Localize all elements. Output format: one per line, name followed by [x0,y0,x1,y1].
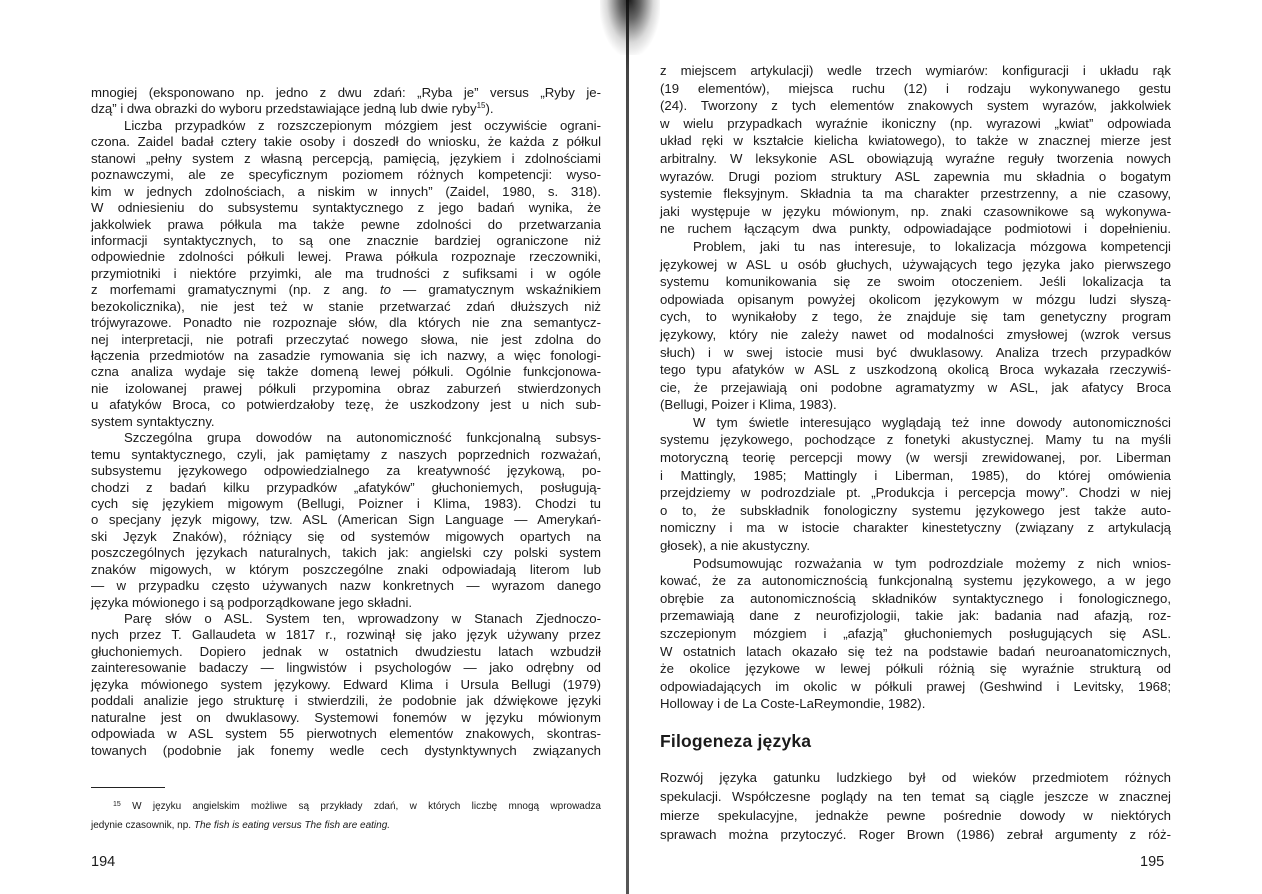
text-line: odpowiadających im okolic w półkuli prawej (Geshwind i Levitsky, 1968; [660,678,1171,694]
section-heading: Filogeneza języka [660,731,812,751]
text-line: cych się językiem migowym (Bellugi, Poizner i Klima, 1983). Chodzi tu [91,495,601,511]
text-line: W tym świetle interesująco wyglądają też inne dowody autonomiczności [693,414,1171,430]
text-line: jakkolwiek prawa półkula ma także pewne zdolności do przetwarzania [91,216,601,232]
text-line: obrębie za autonomicznością składników syntaktycznego i fonologicznego, [660,590,1171,606]
text-line: odpowiada opisanym powyżej okolicom językowym w mózgu ludzi słyszą- [660,291,1171,307]
text-line: stanowi „pełny system z własną percepcją, pamięcią, językiem i zdolnościami [91,150,601,166]
text-line: system syntaktyczny. [91,413,215,429]
text-line: jaki występuje w języku mówionym, np. znaki czasownikowe są wykonywa- [660,203,1171,219]
text-line: Liczba przypadków z rozszczepionym mózgiem jest oczywiście ograni- [124,117,601,133]
text-line: odpowiednie zdolności półkuli lewej. Prawa półkula rozpoznaje rzeczowniki, [91,249,601,265]
text-line: u afatyków Broca, co potwierdzałoby tezę, że uszkodzony jest u nich sub- [91,397,601,413]
text-line: Problem, jaki tu nas interesuje, to lokalizacja mózgowa kompetencji [693,238,1171,254]
text-line: cych, to wynikałoby z tego, że znajduje się tam genetyczny program [660,309,1171,325]
page-number-left: 194 [91,854,116,870]
text-line: nomiczny i ma w istocie charakter kinestetyczny (związany z artykulacją [660,520,1171,536]
footnote-line-1: $^{15}$ W języku angielskim możliwe są przykłady zdań, w których liczbę mnogą wprowadza [113,801,601,812]
text-line: (Bellugi, Poizer i Klima, 1983). [660,397,837,413]
text-line: ski Język Znaków), różniący się od systemów migowych opartych na [91,528,601,544]
text-line: kować, że za autonomicznością funkcjonalną systemu językowego, a w jego [660,573,1171,589]
text-line: kim w jednych zdolnościach, a niskim w innych” (Zaidel, 1980, s. 318). [91,183,601,199]
text-line: mnogiej (eksponowano np. jedno z dwu zdań: „Ryba je” versus „Ryby je- [91,85,601,100]
text-line: subsystemu językowego odpowiedzialnego za kreatywność językową, po- [91,463,601,479]
text-line: znaków migowych, w którym poszczególne znaki odpowiadają literom lub [91,561,601,577]
text-line: — w przypadku często używanych nazw konkretnych — wyrazom danego [91,578,601,594]
text-line: odpowiada w ASL system 55 pierwotnych elementów znakowych, skontras- [91,726,601,742]
text-line: chodzi z badań kilku przypadków „afatyków” głuchoniemych, posługują- [91,479,601,495]
text-line: dzą” i dwa obrazki do wyboru przedstawiające jedną lub dwie ryby$^{15}$). [91,101,494,117]
text-line: czna analiza wydaje się także domeną lewej półkuli. Ogólnie funkcjonowa- [91,364,601,380]
text-line: głosek), a nie akustyczny. [660,538,811,554]
right-page-body [660,62,1171,713]
text-line: informacji syntaktycznych, to są one znacznie bardziej ograniczone niż [91,232,601,248]
text-line: przemawiają dane z neurofizjologii, takie jak: badania nad afazją, roz- [660,608,1171,624]
text-line: o specjany język migowy, tzw. ASL (American Sign Language — Amerykań- [91,512,601,528]
footnote-number: 15 [113,801,121,808]
text-line: z morfemami gramatycznymi (np. z ang. to — gramatycznym wskaźnikiem [91,282,601,298]
text-line: arbitralny. W leksykonie ASL obowiązują wyraźne reguły tworzenia nowych [660,150,1171,166]
text-line: nej interpretacji, nie potrafi przeczytać nowego słowa, nie jest zdolna do [91,331,601,347]
text-line: Parę słów o ASL. System ten, wprowadzony w Stanach Zjednoczo- [124,611,601,626]
section-body [660,768,1171,844]
text-line: poznawczymi, ale ze specyficznym poziomem różnych kompetencji: wyso- [91,167,601,183]
text-line: przejdziemy w podrozdziale pt. „Produkcja i percepcja mowy”. Chodzi w niej [660,485,1171,501]
text-line: łączenia przedmiotów na zasadzie rymowania się ich nazwy, a więc fonologi- [91,348,601,363]
text-line: z miejscem artykulacji) wedle trzech wymiarów: konfiguracji i układu rąk [660,63,1171,78]
text-line: słuch) i w swej istocie musi być dwuklasowy. Analiza trzech przypadków [660,344,1171,360]
text-line: poddali analizie jego strukturę i stwierdzili, że podobnie jak dźwiękowe języki [91,693,601,709]
text-line: Podsumowując rozważania w tym podrozdziale możemy z nich wnios- [693,555,1171,571]
text-line: czona. Zaidel badał cztery takie osoby i doszedł do wniosku, że każda z półkul [91,134,601,150]
text-line: że okolice językowe w lewej półkuli różnią się wyraźnie strukturą od [660,661,1171,677]
text-line: systemu językowego, pochodzące z fonetyki akustycznej. Mamy tu na myśli [660,432,1171,448]
text-line: cie, że przejawiają oni podobne agramatyzmy w ASL, jak afatycy Broca [660,379,1171,395]
text-line: w wielu przypadkach wyraźnie ikoniczny (np. wyrazowi „kwiat” odpowiada [660,115,1171,131]
text-line: systemie fleksyjnym. Składnia ta ma charakter przestrzenny, a nie czasowy, [660,186,1171,202]
text-line: tego typu afatyków w ASL z uszkodzoną okolicą Broca wykazała rzeczywiś- [660,362,1171,378]
text-line: bezokolicznika), nie jest też w stanie przetwarzać zdań dłuższych niż [91,298,601,314]
text-line: trójwyrazowe. Ponadto nie rozpoznaje słów, dla których nie zna semantycz- [91,315,601,331]
text-line: Holloway i de La Coste-LaReymondie, 1982). [660,696,926,712]
scan-gutter-shadow [600,0,660,55]
text-line: głuchoniemych. Dopiero jednak w ostatnich dwudziestu latach wzbudził [91,643,601,659]
left-page-body [91,85,601,759]
text-line: sprawach można przytoczyć. Roger Brown (1986) zebrał argumenty z róż- [660,827,1171,842]
text-line: mierze spekulacyjne, jednakże pewne pośrednie dowody w niektórych [660,808,1171,823]
text-line: przymiotniki i niektóre przyimki, ale ma trudności z sufiksami i w ogóle [91,265,601,281]
text-line: układ ręki w kształcie kielicha kwiatowego), to także w znacznej mierze jest [660,133,1171,149]
text-line: nie izolowanej prawej półkuli przypomina obraz zaburzeń stwierdzonych [91,380,601,396]
text-line: systemu komunikowania się ze swoim otoczeniem. Jeśli lokalizacja ta [660,274,1171,290]
text-line: języka mówionego system językowy. Edward Klima i Ursula Bellugi (1979) [91,676,601,692]
text-line: wyrazów. Drugi poziom struktury ASL zapewnia mu składnia o bogatym [660,168,1171,184]
text-line: motoryczną teorię percepcji mowy (w wersji zrewidowanej, por. Liberman [660,450,1171,466]
text-line: ne ruchem łączącym dwa punkty, odpowiadające podmiotowi i dopełnieniu. [660,221,1171,237]
text-line: W odniesieniu do subsystemu syntaktycznego z jego badań wynika, że [91,200,601,216]
page-number-right: 195 [1140,854,1165,870]
text-line: temu syntaktycznego, czyli, jak pamiętamy z naszych poprzednich rozważań, [91,446,601,462]
text-line: spekulacji. Współczesne poglądy na ten temat są ciągle jeszcze w znacznej [660,789,1171,804]
text-line: zainteresowanie badaczy — lingwistów i psychologów — jako odrębny od [91,660,601,676]
text-line: nych przez T. Gallaudeta w 1817 r., rozwinął się jako język używany przez [91,627,601,643]
text-line: towanych (podobnie jak fonemy wedle cech dystynktywnych związanych [91,742,601,758]
text-line: W ostatnich latach okazało się też na podstawie badań neuroanatomicznych, [660,643,1171,659]
footnote-line-2: jedynie czasownik, np. The fish is eating versus The fish are eating. [91,820,391,831]
text-line: języka mówionego i są podporządkowane jego składni. [91,594,413,610]
text-line: (24). Tworzony z tych elementów znakowych system wyrazów, jakkolwiek [660,98,1171,114]
text-line: poszczególnych językach naturalnych, takich jak: angielski czy polski system [91,545,601,561]
text-line: szczepionym mózgiem i „afazją” głuchoniemych posługujących się ASL. [660,626,1171,641]
text-line: o to, że subskładnik fonologiczny systemu językowego jest także auto- [660,502,1171,518]
text-line: i Mattingly, 1985; Mattingly i Liberman, 1985), do której omówienia [660,467,1171,483]
text-line: językowej w ASL u osób głuchych, używających tego języka jako pierwszego [660,256,1171,272]
text-line: (19 elementów), miejsca ruchu (12) i rodzaju wykonywanego gestu [660,80,1171,96]
text-line: naturalne jest on dwuklasowy. Systemowi fonemów w języku mówionym [91,709,601,725]
text-line: Szczególna grupa dowodów na autonomiczność funkcjonalną subsys- [124,430,601,446]
text-line: Rozwój języka gatunku ludzkiego był od wieków przedmiotem różnych [660,770,1171,785]
footnote-divider [91,787,165,788]
book-gutter [626,0,629,894]
text-line: językowy, który nie zależy nawet od modalności zmysłowej (wzrok versus [660,326,1171,342]
